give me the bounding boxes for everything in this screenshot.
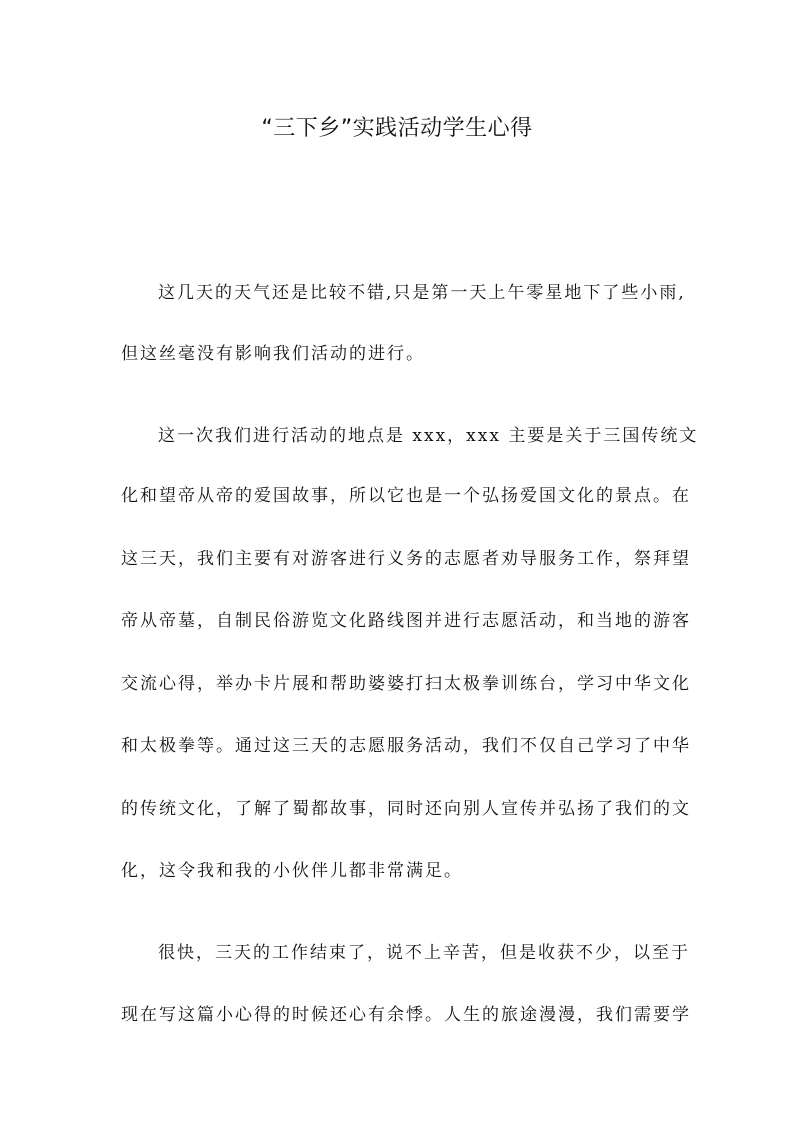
paragraph-line: 帝从帝墓，自制民俗游览文化路线图并进行志愿活动，和当地的游客 xyxy=(121,611,691,631)
paragraph-line: 化和望帝从帝的爱国故事，所以它也是一个弘扬爱国文化的景点。在 xyxy=(121,486,691,506)
document-title: “三下乡”实践活动学生心得 xyxy=(261,116,533,141)
paragraph-line: 这三天，我们主要有对游客进行义务的志愿者劝导服务工作，祭拜望 xyxy=(121,549,691,569)
paragraph-line: 的传统文化，了解了蜀都故事，同时还向别人宣传并弘扬了我们的文 xyxy=(121,799,691,819)
paragraph-line: 交流心得，举办卡片展和帮助婆婆打扫太极拳训练台，学习中华文化 xyxy=(121,674,691,694)
paragraph-line: 和太极拳等。通过这三天的志愿服务活动，我们不仅自己学习了中华 xyxy=(121,736,691,756)
paragraph-line: 现在写这篇小心得的时候还心有余悸。人生的旅途漫漫，我们需要学 xyxy=(121,1005,691,1025)
paragraph-line: 这几天的天气还是比较不错,只是第一天上午零星地下了些小雨, xyxy=(158,283,686,303)
paragraph-line: 很快，三天的工作结束了，说不上辛苦，但是收获不少，以至于 xyxy=(158,943,690,963)
paragraph-line: 但这丝毫没有影响我们活动的进行。 xyxy=(121,344,425,364)
paragraph-line: 化，这令我和我的小伙伴儿都非常满足。 xyxy=(121,861,463,881)
paragraph-line: 这一次我们进行活动的地点是 xxx，xxx 主要是关于三国传统文 xyxy=(158,426,699,446)
